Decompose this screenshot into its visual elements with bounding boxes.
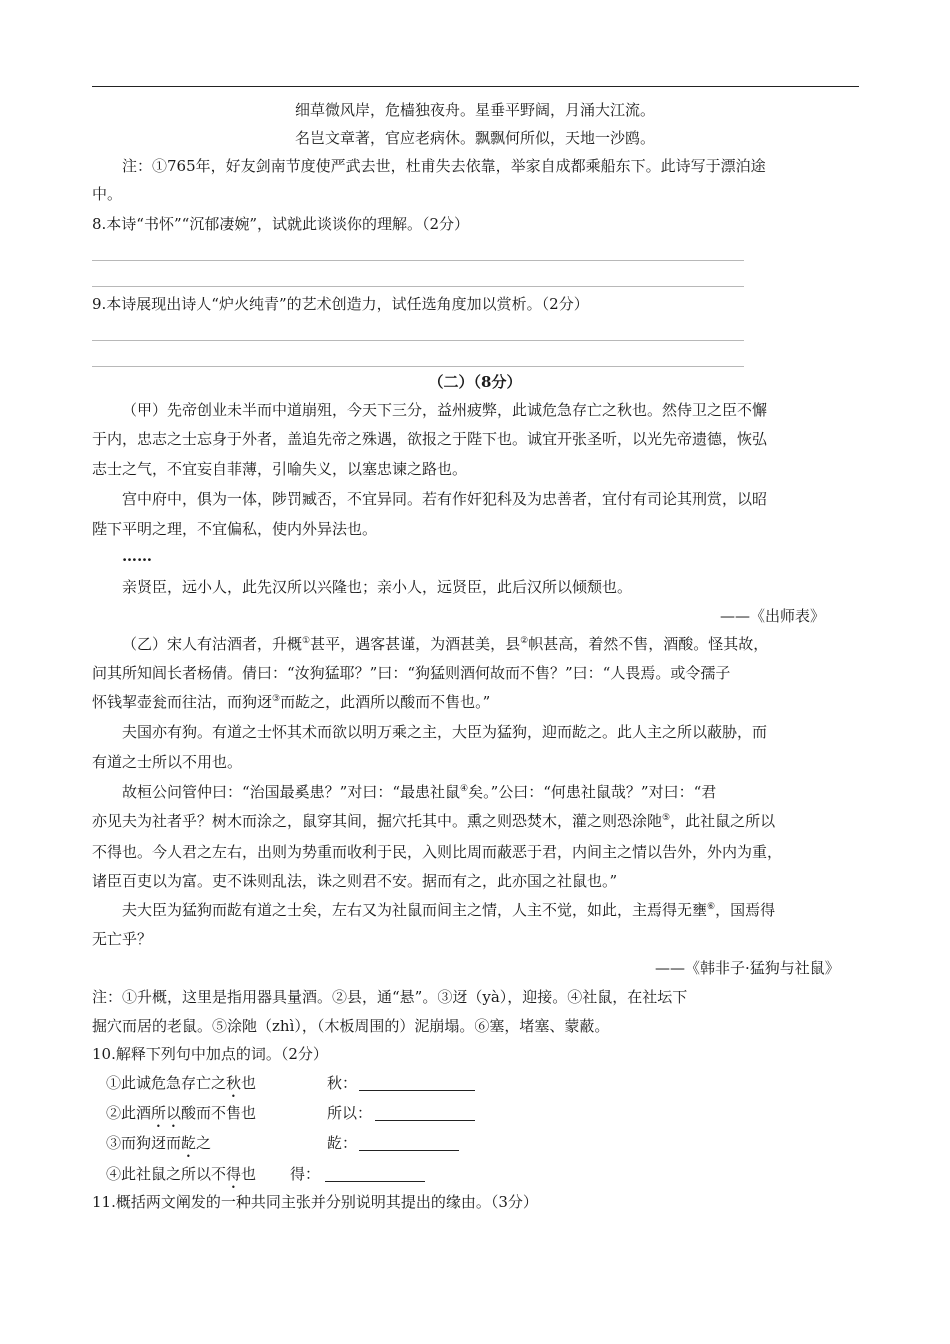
passage-yi-p1: 怀钱挈壶瓮而往沽，而狗迓③而龁之，此酒所以酸而不售也。” [92,693,491,711]
q10-blank-2[interactable] [375,1106,475,1121]
q10-blank-1[interactable] [359,1076,475,1091]
q10-item-2: ②此酒所以酸而不售也 [106,1104,257,1122]
passage-jia-p1: 于内，忠志之士忘身于外者，盖追先帝之殊遇，欲报之于陛下也。诚宜开张圣听，以光先帝遗德，恢弘 [92,430,768,448]
q10-label-3: 龁： [327,1134,358,1152]
q10-item-3: ③而狗迓而龁之 [106,1134,212,1152]
notes-line: 掘穴而居的老鼠。⑤涂阤（zhì），（木板周围的）泥崩塌。⑥塞，堵塞、蒙蔽。 [92,1017,610,1035]
poem-note: 注：①765年，好友剑南节度使严武去世，杜甫失去依靠，举家自成都乘船东下。此诗写于漂泊途 [122,157,766,175]
answer-line[interactable] [92,286,744,287]
header-rule [92,86,859,87]
passage-jia-p1: 志士之气，不宜妄自菲薄，引喻失义，以塞忠谏之路也。 [92,460,468,478]
q10-item-4: ④此社鼠之所以不得也 [106,1165,257,1183]
question-10: 10.解释下列句中加点的词。（2分） [92,1045,328,1063]
passage-yi-p3: 不得也。今人君之左右，出则为势重而收利于民，入则比周而蔽恶于君，内间主之情以告外，外内为重， [92,843,783,861]
ellipsis: …… [122,547,152,565]
question-9: 9.本诗展现出诗人“炉火纯青”的艺术创造力，试任选角度加以赏析。（2分） [92,295,589,313]
passage-yi-p1: 问其所知闾长者杨倩。倩曰：“汝狗猛耶？”曰：“狗猛则酒何故而不售？”曰：“人畏焉。或令孺子 [92,664,731,682]
poem-line-2: 名岂文章著，官应老病休。飘飘何所似，天地一沙鸥。 [294,129,655,147]
q10-label-1: 秋： [327,1074,358,1092]
passage-yi-p3: 亦见夫为社者乎？树木而涂之，鼠穿其间，掘穴托其中。熏之则恐焚木，灌之则恐涂阤⑤，此社鼠之所以 [92,812,776,830]
passage-jia-p2: 宫中府中，俱为一体，陟罚臧否，不宜异同。若有作奸犯科及为忠善者，宜付有司论其刑赏，以昭 [122,490,768,508]
poem-line-1: 细草微风岸，危樯独夜舟。星垂平野阔，月涌大江流。 [294,101,655,119]
question-11: 11.概括两文阐发的一种共同主张并分别说明其提出的缘由。（3分） [92,1193,538,1211]
passage-yi-p3: 诸臣百吏以为富。吏不诛则乱法，诛之则君不安。据而有之，此亦国之社鼠也。” [92,872,618,890]
source-hanfeizi: ——《韩非子·猛狗与社鼠》 [655,959,840,977]
answer-line[interactable] [92,366,744,367]
passage-yi-p3: 故桓公问管仲曰：“治国最奚患？”对曰：“最患社鼠④矣。”公曰：“何患社鼠哉？”对曰：“君 [122,783,717,801]
answer-line[interactable] [92,340,744,341]
poem-note-cont: 中。 [92,185,123,203]
passage-yi-p4: 无亡乎？ [92,930,153,948]
q10-label-2: 所以： [327,1104,373,1122]
q10-label-4: 得： [290,1165,321,1183]
passage-jia-p2: 陛下平明之理，不宜偏私，使内外异法也。 [92,520,378,538]
passage-yi-p4: 夫大臣为猛狗而龁有道之士矣，左右又为社鼠而间主之情，人主不觉，如此，主焉得无壅⑥，国焉得 [122,901,776,919]
q10-blank-4[interactable] [325,1167,425,1182]
passage-yi-p2: 夫国亦有狗。有道之士怀其术而欲以明万乘之主，大臣为猛狗，迎而龁之。此人主之所以蔽胁，而 [122,723,768,741]
section-title: （二）（8分） [428,373,522,391]
question-8: 8.本诗“书怀”“沉郁凄婉”，试就此谈谈你的理解。（2分） [92,215,470,233]
answer-line[interactable] [92,260,744,261]
passage-jia-p3: 亲贤臣，远小人，此先汉所以兴隆也；亲小人，远贤臣，此后汉所以倾颓也。 [122,578,633,596]
source-chushibiao: ——《出师表》 [720,607,826,625]
notes-line: 注：①升概，这里是指用器具量酒。②县，通“悬”。③迓（yà），迎接。④社鼠，在社坛下 [92,988,688,1006]
passage-yi-p2: 有道之士所以不用也。 [92,753,243,771]
q10-blank-3[interactable] [359,1136,459,1151]
q10-item-1: ①此诚危急存亡之秋也 [106,1074,257,1092]
passage-yi-p1: （乙）宋人有沽酒者，升概①甚平，遇客甚谨，为酒甚美，县②帜甚高，着然不售，酒酸。怪其故， [122,635,769,653]
passage-jia-p1: （甲）先帝创业未半而中道崩殂，今天下三分，益州疲弊，此诚危急存亡之秋也。然侍卫之臣不懈 [122,401,768,419]
